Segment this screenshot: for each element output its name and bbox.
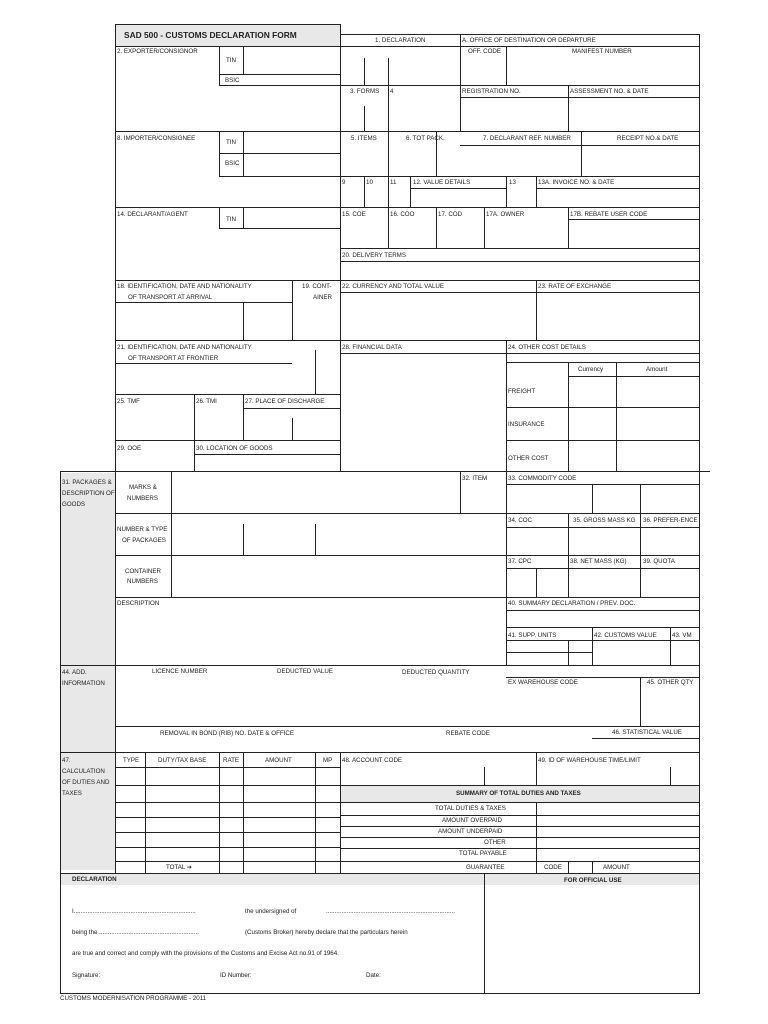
forms-label: 3. FORMS	[350, 88, 380, 95]
type-col-label: TYPE	[123, 757, 140, 764]
code-label: CODE	[544, 864, 562, 871]
overpaid-label: AMOUNT OVERPAID	[442, 817, 502, 824]
preference-label: 36. PREFER-ENCE	[643, 517, 698, 524]
owner-label: 17A. OWNER	[486, 211, 525, 218]
add-info-label-2: INFORMATION	[62, 680, 105, 687]
total-payable-label: TOTAL PAYABLE	[459, 850, 507, 857]
licence-label: LICENCE NUMBER	[152, 668, 208, 675]
rate-exchange-label: 23. RATE OF EXCHANGE	[538, 283, 612, 290]
id-number-label: ID Number:	[220, 972, 252, 979]
ooe-label: 29. OOE	[117, 445, 142, 452]
receipt-label: RECEIPT NO.& DATE	[617, 135, 679, 142]
warehouse-id-label: 49. ID OF WAREHOUSE TIME/LIMIT	[538, 757, 641, 764]
cod-label: 17. COD	[438, 211, 463, 218]
transport-frontier-label: 21. IDENTIFICATION, DATE AND NATIONALITY	[117, 344, 252, 351]
duty-base-col-label: DUTY/TAX BASE	[158, 757, 207, 764]
ex-warehouse-label: EX WAREHOUSE CODE	[508, 679, 578, 686]
transport-arrival-label-2: OF TRANSPORT AT ARRIVAL	[128, 294, 213, 301]
official-use-title: FOR OFFICIAL USE	[564, 877, 622, 884]
calc-label-3: OF DUTIES AND	[62, 779, 110, 786]
insurance-label: INSURANCE	[508, 421, 545, 428]
true-correct-text: are true and correct and comply with the provisions of the Customs and Excise Act no.91 of 1964.	[72, 950, 339, 957]
amount-col-label: AMOUNT	[265, 757, 292, 764]
being-line: being the ..........................................................	[72, 929, 199, 936]
item-label: 32. ITEM	[462, 475, 488, 482]
tot-pack-label: 6. TOT PACK.	[406, 135, 445, 142]
customs-value-label: 42. CUSTOMS VALUE	[594, 632, 657, 639]
cpc-label: 37. CPC	[508, 558, 532, 565]
total-duties-label: TOTAL DUTIES & TAXES	[435, 805, 506, 812]
container-label-2: AINER	[313, 294, 332, 301]
calc-label-2: CALCULATION	[62, 768, 105, 775]
statistical-label: 46. STATISTICAL VALUE	[612, 729, 682, 736]
field-13-label: 13	[509, 179, 516, 186]
container-numbers-label: CONTAINER	[125, 568, 161, 575]
calc-label-4-clip	[60, 787, 115, 797]
declarant-name-line: I.......................................................................	[72, 908, 196, 915]
registration-label: REGISTRATION NO.	[462, 88, 521, 95]
summary-declaration-label: 40. SUMMARY DECLARATION / PREV. DOC.	[508, 600, 636, 607]
other-cost-details-label: 24. OTHER COST DETAILS	[508, 344, 586, 351]
gross-mass-label: 35. GROSS MASS KG	[573, 517, 636, 524]
bsic-label: BSIC	[225, 160, 240, 167]
tin-label: TIN	[226, 216, 236, 223]
exporter-label: 2. EXPORTER/CONSIGNOR	[117, 48, 198, 55]
manifest-label: MANIFEST NUMBER	[572, 48, 632, 55]
total-label: TOTAL ➔	[166, 864, 193, 871]
deducted-value-label: DEDUCTED VALUE	[277, 668, 333, 675]
transport-arrival-label: 18. IDENTIFICATION, DATE AND NATIONALITY	[117, 283, 252, 290]
packages-label: 31. PACKAGES &	[62, 479, 112, 486]
supp-units-label: 41. SUPP. UNITS	[508, 632, 557, 639]
rebate-code-label: REBATE CODE	[446, 730, 490, 737]
other-label: OTHER	[484, 839, 506, 846]
declarant-ref-label: 7. DECLARANT REF. NUMBER	[483, 135, 571, 142]
removal-label: REMOVAL IN BOND (RIB) NO. DATE & OFFICE	[160, 730, 294, 737]
rate-col-label: RATE	[223, 757, 240, 764]
add-info-label: 44. ADD.	[62, 669, 87, 676]
declarant-agent-label: 14. DECLARANT/AGENT	[117, 211, 188, 218]
signature-label: Signature:	[72, 972, 101, 979]
commodity-label: 33. COMMODITY CODE	[508, 475, 577, 482]
tin-label: TIN	[226, 139, 236, 146]
footer-programme: CUSTOMS MODERNISATION PROGRAMME - 2011	[60, 995, 207, 1002]
calc-label-4: TAXES	[62, 790, 82, 797]
form-title: SAD 500 - CUSTOMS DECLARATION FORM	[124, 30, 297, 40]
currency-total-label: 22. CURRENCY AND TOTAL VALUE	[342, 283, 445, 290]
summary-title: SUMMARY OF TOTAL DUTIES AND TAXES	[456, 790, 581, 797]
invoice-label: 13A. INVOICE NO. & DATE	[538, 179, 615, 186]
number-type-label-2: OF PACKAGES	[122, 537, 166, 544]
coc-label: 34. COC	[508, 517, 533, 524]
broker-text: (Customs Broker) hereby declare that the particulars herein	[245, 929, 408, 936]
container-label: 19. CONT-	[302, 283, 332, 290]
off-code-label: OFF. CODE	[468, 48, 501, 55]
undersigned-line: ...........................................................................	[326, 908, 455, 915]
delivery-terms-label: 20. DELIVERY TERMS	[342, 252, 406, 259]
items-label: 5. ITEMS	[351, 135, 377, 142]
date-label: Date:	[366, 972, 381, 979]
tmi-label: 26. TMI	[196, 398, 217, 405]
bsic-label: BSIC	[225, 77, 240, 84]
financial-data-label: 28. FINANCIAL DATA	[342, 344, 402, 351]
place-discharge-label: 27. PLACE OF DISCHARGE	[245, 398, 325, 405]
field-10-label: 10	[366, 179, 373, 186]
undersigned-text: the undersigned of	[245, 908, 297, 915]
location-goods-label: 30. LOCATION OF GOODS	[196, 445, 273, 452]
freight-label: FREIGHT	[508, 388, 536, 395]
underpaid-label: AMOUNT UNDERPAID	[438, 828, 503, 835]
quota-label: 39. QUOTA	[643, 558, 675, 565]
value-details-label: 12. VALUE DETAILS	[413, 179, 471, 186]
other-qty-label: 45. OTHER QTY	[647, 679, 694, 686]
field-4-label: 4	[390, 88, 394, 95]
tin-label: TIN	[226, 57, 236, 64]
office-label: A. OFFICE OF DESTINATION OR DEPARTURE	[462, 37, 596, 44]
other-cost-label: OTHER COST	[508, 455, 549, 462]
packages-label-3: GOODS	[62, 501, 86, 508]
coo-label: 16. COO	[390, 211, 415, 218]
number-type-label: NUMBER & TYPE	[117, 526, 168, 533]
account-code-label: 48. ACCOUNT CODE	[342, 757, 403, 764]
marks-label: MARKS &	[129, 484, 157, 491]
coe-label: 15. COE	[342, 211, 366, 218]
amount-label: AMOUNT	[603, 864, 630, 871]
mp-col-label: MP	[323, 757, 333, 764]
field-9-label: 9	[342, 179, 346, 186]
amount-col-label: Amount	[646, 366, 668, 373]
field-11-label: 11	[390, 179, 397, 186]
guarantee-label: GUARANTEE	[466, 864, 505, 871]
deducted-qty-label: DEDUCTED QUANTITY	[402, 669, 470, 676]
container-numbers-label-2: NUMBERS	[127, 578, 158, 585]
tmf-label: 25. TMF	[117, 398, 140, 405]
calc-label: 47.	[62, 757, 71, 764]
transport-frontier-label-2: OF TRANSPORT AT FRONTIER	[128, 355, 219, 362]
rebate-user-label: 17B. REBATE USER CODE	[570, 211, 648, 218]
assessment-label: ASSESSMENT NO. & DATE	[570, 88, 649, 95]
importer-label: 8. IMPORTER/CONSIGNEE	[117, 135, 196, 142]
vm-label: 43. VM	[672, 632, 692, 639]
packages-label-2: DESCRIPTION OF	[62, 490, 115, 497]
net-mass-label: 38. NET MASS (KG)	[570, 558, 627, 565]
description-label: DESCRIPTION	[117, 600, 160, 607]
declaration-label: 1. DECLARATION	[375, 37, 426, 44]
declaration-title: DECLARATION	[72, 876, 117, 883]
marks-label-2: NUMBERS	[127, 495, 158, 502]
currency-col-label: Currency	[578, 366, 604, 373]
